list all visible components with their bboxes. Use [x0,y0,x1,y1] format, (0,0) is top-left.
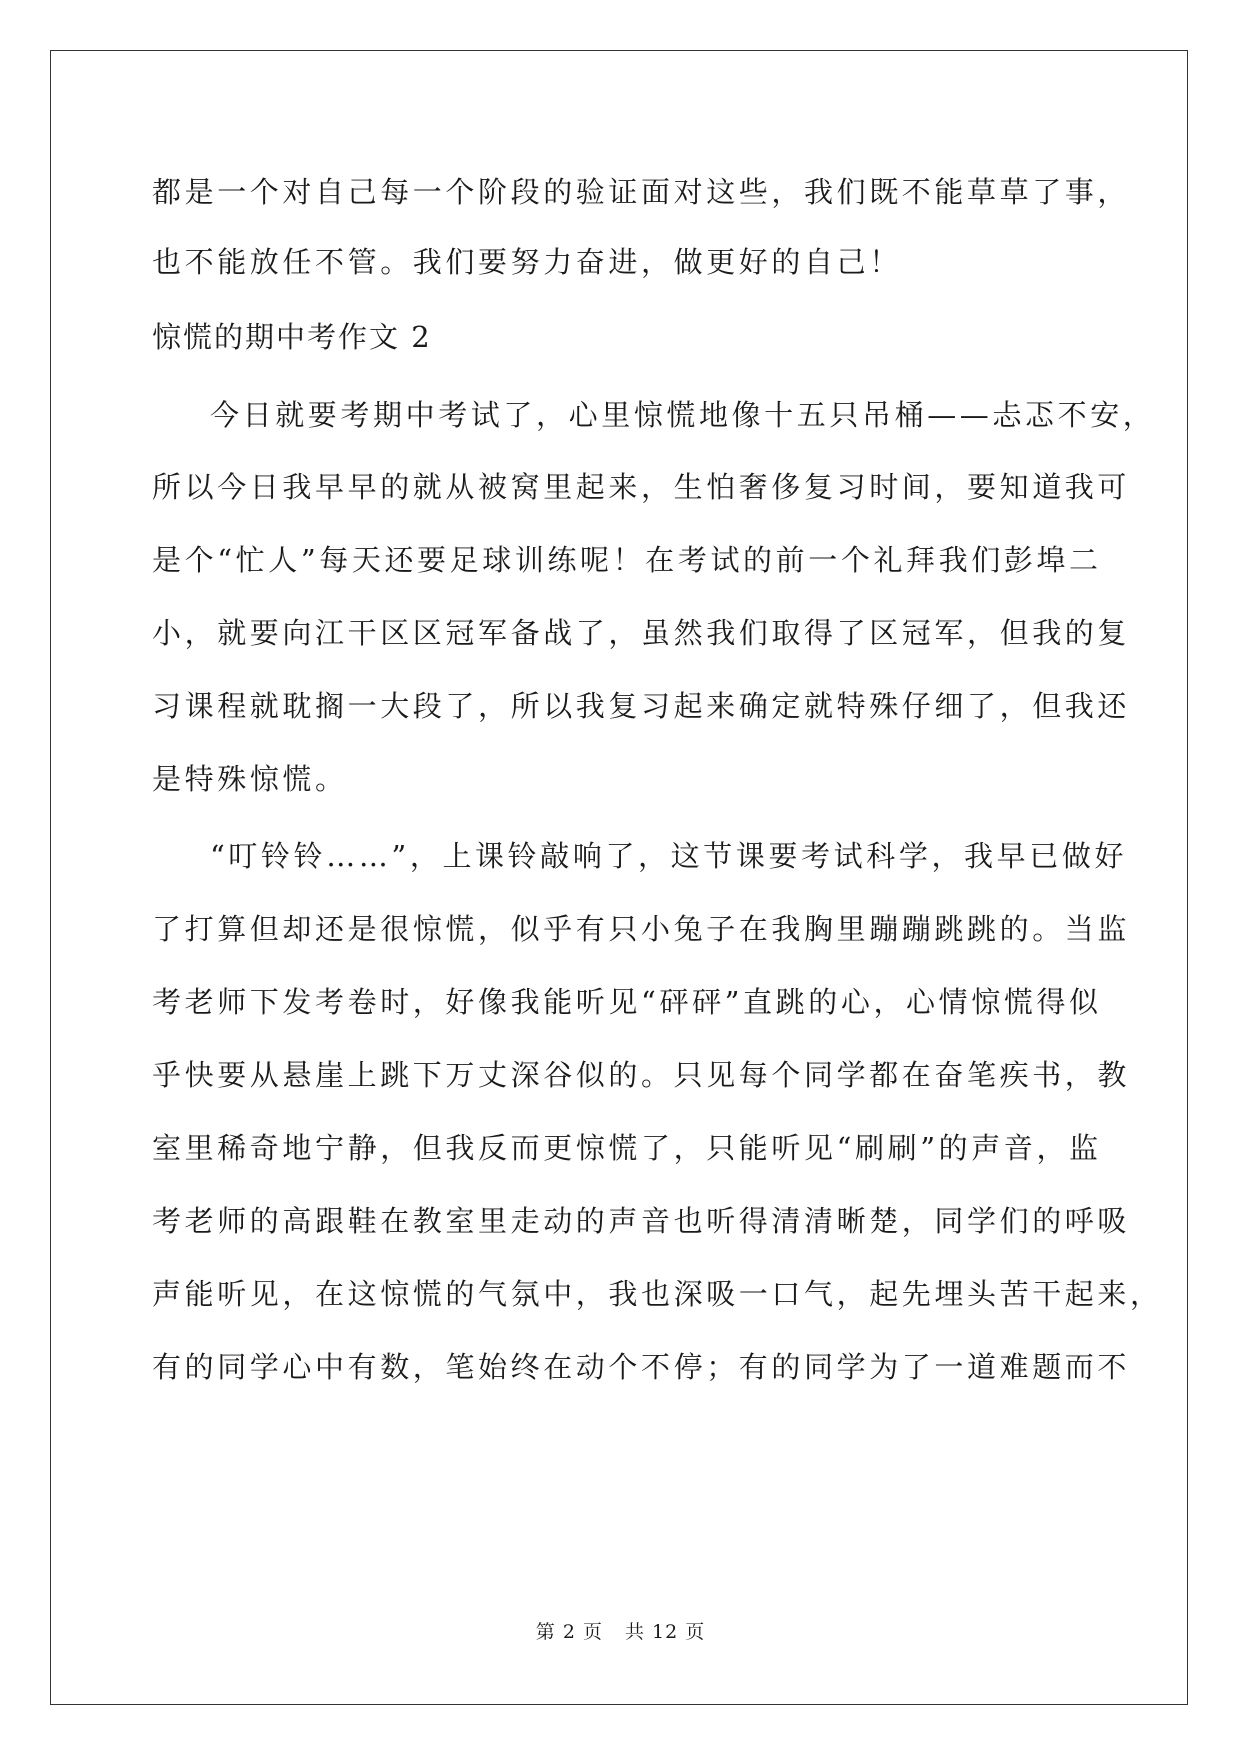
text-line: 室里稀奇地宁静，但我反而更惊慌了，只能听见“刷刷”的声音，监 [152,1131,1102,1165]
page-number: 第 2 页 [535,1621,603,1643]
paragraph-first-line: “叮铃铃……”，上课铃敲响了，这节课要考试科学，我早已做好 [210,839,1128,873]
text-line: 是特殊惊慌。 [152,762,348,796]
text-line: 也不能放任不管。我们要努力奋进，做更好的自己！ [152,245,902,279]
text-line: 所以今日我早早的就从被窝里起来，生怕奢侈复习时间，要知道我可 [152,470,1131,504]
text-line: 了打算但却还是很惊慌，似乎有只小兔子在我胸里蹦蹦跳跳的。当监 [152,912,1131,946]
text-line: 都是一个对自己每一个阶段的验证面对这些，我们既不能草草了事， [152,175,1131,209]
text-line: 乎快要从悬崖上跳下万丈深谷似的。只见每个同学都在奋笔疾书，教 [152,1058,1131,1092]
page-footer [0,1620,1241,1644]
text-line: 小，就要向江干区区冠军备战了，虽然我们取得了区冠军，但我的复 [152,616,1131,650]
page-border [50,50,1188,1705]
text-line: 声能听见，在这惊慌的气氛中，我也深吸一口气，起先埋头苦干起来， [152,1277,1163,1311]
text-line: 考老师下发考卷时，好像我能听见“砰砰”直跳的心，心情惊慌得似 [152,985,1102,1019]
text-line: 习课程就耽搁一大段了，所以我复习起来确定就特殊仔细了，但我还 [152,689,1131,723]
text-line: 有的同学心中有数，笔始终在动个不停；有的同学为了一道难题而不 [152,1350,1131,1384]
section-title: 惊慌的期中考作文 2 [152,320,432,354]
page-total: 共 12 页 [624,1621,706,1643]
text-line: 考老师的高跟鞋在教室里走动的声音也听得清清晰楚，同学们的呼吸 [152,1204,1131,1238]
paragraph-first-line: 今日就要考期中考试了，心里惊慌地像十五只吊桶——忐忑不安， [210,398,1156,432]
text-line: 是个“忙人”每天还要足球训练呢！在考试的前一个礼拜我们彭埠二 [152,543,1102,577]
